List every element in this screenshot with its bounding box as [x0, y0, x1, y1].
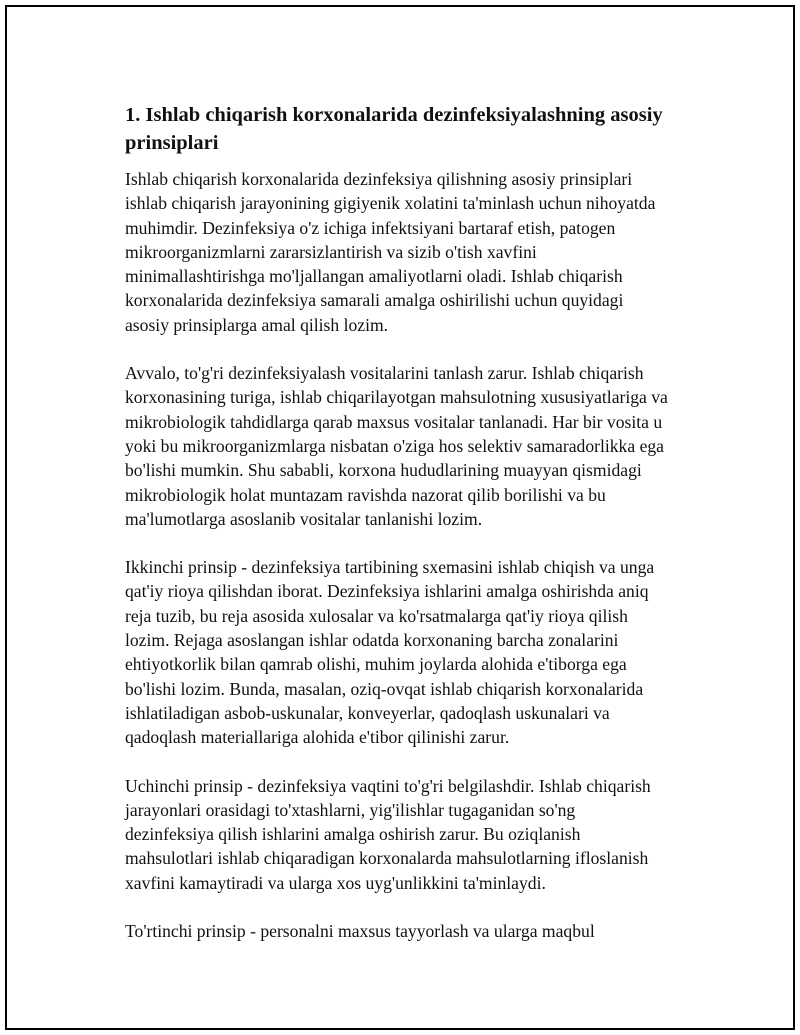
text-line: xavfini kamaytiradi va ularga xos uyg'unlikkini ta'minlaydi. [125, 872, 546, 893]
text-line: bo'lishi lozim. Bunda, masalan, oziq-ovqat ishlab chiqarish korxonalarida [125, 678, 644, 699]
paragraph-4 [125, 774, 705, 895]
text-line: Uchinchi prinsip - dezinfeksiya vaqtini to'g'ri belgilashdir. Ishlab chiqarish [125, 775, 651, 796]
text-line: mahsulotlari ishlab chiqaradigan korxonalarda mahsulotlarning ifloslanish [125, 848, 649, 869]
text-line: Ikkinchi prinsip - dezinfeksiya tartibining sxemasini ishlab chiqish va unga [125, 557, 655, 578]
text-line: korxonasining turiga, ishlab chiqarilayotgan mahsulotning xususiyatlariga va [125, 387, 668, 408]
text-line: muhimdir. Dezinfeksiya o'z ichiga infektsiyani bartaraf etish, patogen [125, 217, 616, 238]
text-line: mikroorganizmlarni zararsizlantirish va sizib o'tish xavfini [125, 241, 537, 262]
text-line: korxonalarida dezinfeksiya samarali amalga oshirilishi uchun quyidagi [125, 290, 624, 311]
text-line: asosiy prinsiplarga amal qilish lozim. [125, 314, 389, 335]
paragraph-2 [125, 361, 705, 531]
text-line: To'rtinchi prinsip - personalni maxsus tayyorlash va ularga maqbul [125, 921, 595, 942]
text-line: Ishlab chiqarish korxonalarida dezinfeksiya qilishning asosiy prinsiplari [125, 169, 633, 189]
text-line: ma'lumotlarga asoslanib vositalar tanlanishi lozim. [125, 508, 483, 529]
text-line: ehtiyotkorlik bilan qamrab olishi, muhim joylarda alohida e'tiborga ega [125, 654, 627, 675]
text-line: mikrobiologik tahdidlarga qarab maxsus vositalar tanlanadi. Har bir vosita u [125, 411, 663, 432]
text-line: jarayonlari orasidagi to'xtashlarni, yig'ilishlar tugaganidan so'ng [125, 799, 576, 820]
text-line: dezinfeksiya qilish ishlarini amalga oshirish zarur. Bu oziqlanish [125, 824, 581, 845]
text-line: qadoqlash materiallariga alohida e'tibor qilinishi zarur. [125, 727, 510, 748]
paragraph-5 [125, 919, 705, 943]
section-heading [125, 101, 705, 157]
text-line: minimallashtirishga mo'ljallangan amaliyotlarni oladi. Ishlab chiqarish [125, 266, 623, 287]
text-line: qat'iy rioya qilishdan iborat. Dezinfeksiya ishlarini amalga oshirishda aniq [125, 581, 649, 602]
text-line: bo'lishi mumkin. Shu sababli, korxona hududlarining muayyan qismidagi [125, 460, 642, 481]
paragraph-1 [125, 167, 705, 337]
document-body [125, 101, 705, 967]
page-frame [5, 5, 795, 1030]
text-line: ishlatiladigan asbob-uskunalar, konveyerlar, qadoqlash uskunalari va [125, 702, 610, 723]
text-line: lozim. Rejaga asoslangan ishlar odatda korxonaning barcha zonalarini [125, 630, 619, 651]
text-line: ishlab chiqarish jarayonining gigiyenik xolatini ta'minlash uchun nihoyatda [125, 193, 656, 214]
paragraph-3 [125, 555, 705, 749]
text-line: yoki bu mikroorganizmlarga nisbatan o'ziga hos selektiv samaradorlikka ega [125, 435, 664, 456]
text-line: Avvalo, to'g'ri dezinfeksiyalash vositalarini tanlash zarur. Ishlab chiqarish [125, 363, 644, 384]
heading-line: prinsiplari [125, 132, 219, 154]
text-line: reja tuzib, bu reja asosida xulosalar va ko'rsatmalarga qat'iy rioya qilish [125, 605, 628, 626]
text-line: mikrobiologik holat muntazam ravishda nazorat qilib borilishi va bu [125, 484, 606, 505]
heading-line: 1. Ishlab chiqarish korxonalarida dezinfeksiyalashning asosiy [125, 104, 663, 126]
